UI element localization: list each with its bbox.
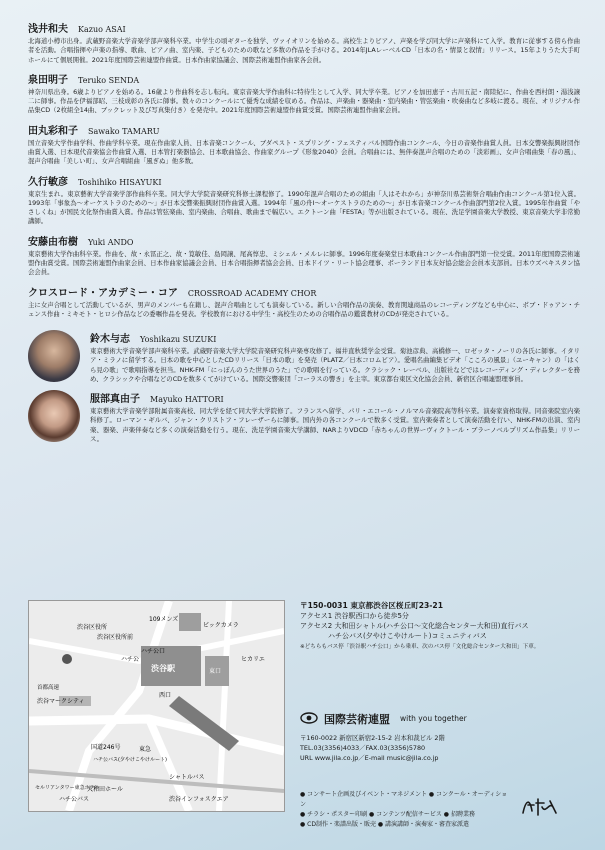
bio-hisayuki	[28, 173, 580, 227]
bio-text: 東京藝術大学音楽学部附属音楽高校、同大学を経て同大学大学院修了。フランスへ留学、パリ・エコール・ノルマル音楽院高等科卒業。演奏家資格取得。同音楽院室内楽科修了。ローマン・ギルバ、ジャン・クリストフ・フレーザーらに師事。国内外の各コンクールで数多く受賞。室内楽奏者として演奏活動を行い、NHK-FMの出演、室内楽、器楽、声楽伴奏など多くの演奏活動を行う。現在、洗足学園音楽大学講師、NARよりVDCD「赤ちゃんの世界ーヴィクトール・ブラーノベルプリズム作品集」リリース。	[90, 407, 580, 444]
map-label: 渋谷区役所	[77, 624, 108, 631]
bio-text: 主に女声合唱として活動しているが、男声のメンバーも在籍し、混声合唱曲としても演奏している。新しい合唱作品の演奏、教育関連商品のレコーディングなども中心に、ボブ・ドゥアン・チェンス作曲・ミキモト・ヒロシ作品などの委嘱作品を発表。学校教育における中学生・高校生のための合唱作品の鑑賞教材のCDが発売されている。	[28, 300, 580, 318]
service-line: ● CD制作・楽譜出版・販売 ● 講演講師・演奏家・審査家派遣	[300, 820, 470, 828]
map-label: 東急	[139, 746, 152, 753]
bio-roman-name: Yuki ANDO	[88, 237, 134, 247]
organizer-url: URL www.jila.co.jp／E-mail music@jila.co.jp	[300, 753, 439, 762]
bio-name: 安藤由布樹	[28, 236, 78, 248]
bio-crossroad-choir	[28, 284, 580, 320]
bio-name: 泉田明子	[28, 74, 68, 86]
access-map	[28, 600, 285, 812]
bio-text: 国立音楽大学作曲学科、作曲学科卒業。現在作曲家人員、日本音楽コンクール、ブダペスト・スプリング・フェスティバル国際作曲コンクール、今日の音楽作曲賞人員。日本交響楽振興財団作曲賞入選、日本現代音楽協会作曲賞入選、日本管打楽器協会、日本歌曲協会、作曲家グループ《形象2040》会員。合唱曲には、無伴奏混声合唱のための「淡彩画」、女声合唱曲集「春の風」、混声合唱曲「美しい町」、女声合唱組曲「風ぎぬ」他多数。	[28, 138, 580, 166]
map-label: 渋谷区役所前	[97, 634, 134, 641]
map-label: セルリアンタワー東急ホテル	[35, 785, 100, 791]
organizer-tagline: with you together	[400, 714, 467, 723]
bio-roman-name: Toshihiko HISAYUKI	[78, 177, 162, 187]
bio-text: 神奈川県出身。6歳よりピアノを始める。16歳より作曲科を志し転向。東京音楽大学作曲科に特待生として入学、同大学卒業。ピアノを加田恵子・古川五記・南陸紀に、作曲を西村朗・湯浅譲二に師事。作品を伊福部昭、三枝成彰の各氏に師事。数々のコンクールにて優秀な成績を収める。作品は、声楽曲・器楽曲・室内楽曲・管弦楽曲・吹奏曲など多岐に渡る。現在、オリジナル作品集CD（2枚組全14曲、ブックレット及び写真集付き）を発売中。2021年度国際芸術連盟作曲賞受賞。国際芸術連盟作曲家会員。	[28, 87, 580, 115]
bio-name: 久行敏彦	[28, 176, 68, 188]
map-label: ハチ公口	[141, 648, 166, 655]
portrait-photo-hattori	[28, 390, 80, 442]
bio-name: 浅井和夫	[28, 24, 68, 35]
bio-name: クロスロード・アカデミー・コア	[28, 287, 178, 299]
bio-suzuki	[28, 330, 580, 384]
bio-roman-name: Yoshikazu SUZUKI	[140, 335, 217, 345]
map-label: ヒカリエ	[241, 656, 265, 663]
bio-hattori	[28, 390, 580, 444]
map-label: 国道246号	[91, 744, 121, 751]
service-line: ● コンサート企画及びイベント・マネジメント ● コンクール・オーディション	[300, 791, 508, 808]
portrait-photo-suzuki	[28, 330, 80, 382]
bio-roman-name: Sawako TAMARU	[88, 126, 160, 136]
map-label: 大和田ホール	[87, 786, 123, 793]
map-label: 渋谷インフォスクエア	[169, 796, 229, 803]
map-label: 東口	[209, 668, 222, 675]
map-label-station: 渋谷駅	[151, 664, 175, 673]
calligraphy-seal-icon	[520, 795, 560, 817]
organizer-name: 国際芸術連盟	[324, 712, 390, 726]
bio-name: 田丸彩和子	[28, 125, 78, 137]
map-label: ビックカメラ	[203, 622, 239, 629]
eye-logo-icon	[300, 709, 318, 728]
map-label: ハチ公バス(夕やけこやけルート)	[93, 757, 167, 763]
venue-address	[300, 600, 580, 652]
bio-name: 服部真由子	[90, 394, 140, 406]
bio-roman-name: Mayuko HATTORI	[150, 395, 224, 405]
access-3: ハチ公バス(夕やけこやけルート)コミュニティバス	[328, 632, 487, 641]
map-label: 首都高速	[37, 685, 60, 691]
access-2: アクセス2 大和田シャトル(ハチ公口〜文化総合センター大和田)直行バス	[300, 622, 529, 631]
bio-text: 東京藝術大学音楽学部声楽科卒業。武蔵野音楽大学大学院音楽研究科声楽専攻修了。福井直秋奨学金受賞。菊池彦典、高橋修一、ロゼッタ・ノーリの各氏に師事。イタリア・ミラノに留学する。日本の歌を中心としたCDリリース「日本の歌」を発売（PLATZ／日本コロムビア）。愛唱名曲編集ビデオ「こころの風景」（ユーキャン）の「はくら見の歌」で歌唱指導を担当。NHK-FM「にっぽんのうた世界のうた」での歌唱を行っている。クラシック・レーベル、出版社などではレコーディング・ディレクターを務め、クラシックや合唱などのCDを数多くてがけている。国際交響楽団「コーラスの響き」を主宰。東京都台東区文化協会会員、新宿区合唱連盟理事員。	[90, 347, 580, 383]
access-note: ※どちらもバス停「渋谷駅ハチ公口」から乗車、次のバス停「文化総合センター大和田」下車。	[300, 644, 540, 651]
bio-text: 北海道小樽市出身。武蔵野音楽大学音楽学部声楽科卒業。中学生の頃ギターを独学、ヴァイオリンを始める。高校生よりピアノ、声楽を学び同大学に声楽科にて入学。教育に従事する傍ら作曲者を活動。合唱指揮や声楽の指導、歌曲、ピアノ曲、室内楽、子どものための歌など多数の作品を手がける。2014年JLAレーベルCD「日本の名・情景と叙情」リリース。15年よりうた大手町ホールにて個展開催。2021年度国際芸術連盟作曲賞。日本作曲家協議会、国際芸術連盟作曲家各会員。	[28, 37, 580, 64]
bio-senda	[28, 71, 580, 116]
organizer-block	[300, 709, 580, 764]
service-list	[300, 790, 510, 830]
map-label: 西口	[159, 692, 172, 699]
service-line: ● チラシ・ポスター印刷 ● コンテンツ配信サービス ● 招聘業務	[300, 810, 475, 818]
map-label: シャトルバス	[169, 774, 205, 781]
bio-ando	[28, 233, 580, 278]
bio-text: 東京藝術大学作曲科卒業。作曲を、故・永冨正之、故・筧敏佳、島岡譲、尾高惇忠、ミシェル・メルレに師事。1996年度奏楽堂日本歌曲コンクール作曲部門第一位受賞。2011年度国際芸術連盟作曲賞受賞。国際芸術連盟作曲家会員、日本作曲家協議会会員、日本合唱指揮者協会会員、日本ドイツ・リート協会理事、ポーランド日本友好協会総会会員本支部員。日本ウズベキスタン協会会員。	[28, 249, 580, 277]
bio-roman-name: Teruko SENDA	[78, 75, 140, 85]
map-label: ハチ公バス	[59, 796, 90, 803]
venue-zip-line: 〒150-0031 東京都渋谷区桜丘町23-21	[300, 601, 444, 610]
access-1: アクセス1 渋谷駅西口から徒歩5分	[300, 612, 409, 620]
bio-roman-name: CROSSROAD ACADEMY CHOR	[187, 288, 317, 298]
composer-bios	[28, 20, 580, 450]
bio-roman-name: Kazuo ASAI	[78, 25, 126, 34]
map-label: 109メンズ	[149, 616, 179, 623]
organizer-address: 〒160-0022 新宿区新宿2-15-2 岩本和裁ビル 2階	[300, 734, 445, 742]
organizer-tel: TEL.03(3356)4033／FAX.03(3356)5780	[300, 743, 426, 752]
bio-asai	[28, 20, 580, 65]
map-label: 渋谷マークシティ	[37, 698, 85, 705]
map-label: ハチ公	[121, 656, 140, 663]
bio-name: 鈴木与志	[90, 334, 130, 346]
bio-text: 東京生まれ。東京藝術大学音楽学部作曲科卒業。同大学大学院音楽研究科修士課程修了。1990年混声合唱のための組曲「人はそれから」が神奈川県芸術祭合唱曲作曲コンクール第1位入賞。1993年「事象為〜オーケストラのための〜」が日本交響楽振興財団作曲賞入選。1994年「風の舟I〜オーケストラのための〜」が日本音楽コンクール作曲部門第2位入賞。1995年作曲賞「やさしくね」が国民文化祭作曲賞入賞。作品は管弦楽曲、室内楽曲、合唱曲、歌曲まで幅広い。エクトーン曲「FESTA」等が出版されている。現在、洗足学園音楽大学教授、東京音楽大学非常勤講師。	[28, 189, 580, 226]
bio-tamaru	[28, 122, 580, 167]
